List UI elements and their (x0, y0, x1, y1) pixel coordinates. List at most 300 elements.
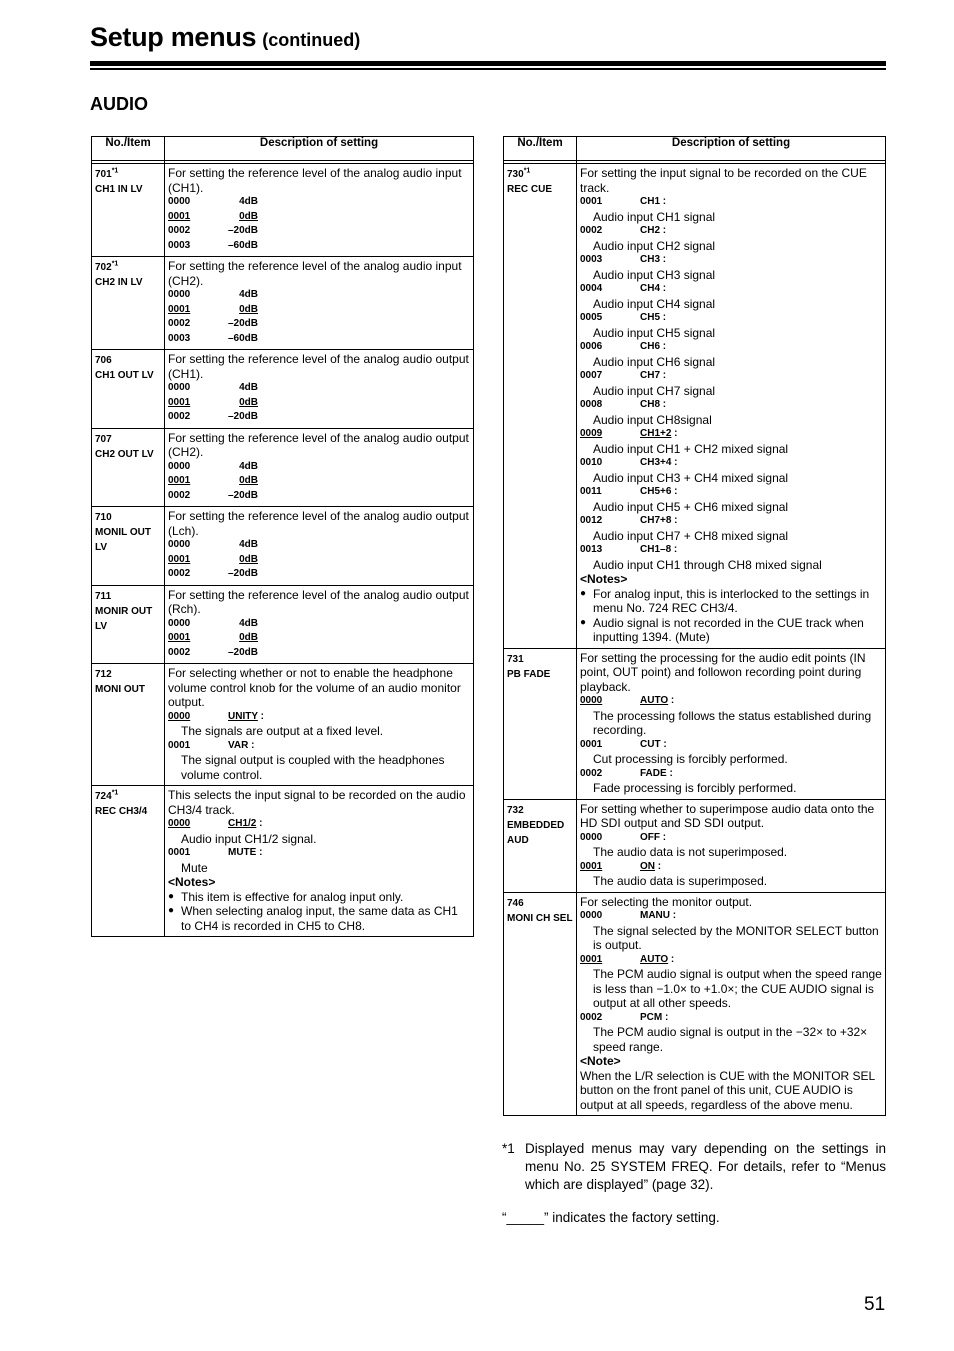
option-colon: : (670, 910, 677, 921)
page-number: 51 (864, 1294, 886, 1315)
option-code: 0002 (168, 646, 191, 658)
option-description: The audio data is superimposed. (593, 874, 768, 888)
note-bullet-item (168, 904, 470, 933)
description-text: For setting whether to superimpose audio data onto the HD SDI output and SD SDI output. (580, 801, 875, 830)
option-code: 0000 (580, 695, 603, 706)
option-code: 0001 (168, 303, 191, 315)
option-value: 4dB (239, 539, 258, 550)
option-colon: : (660, 312, 667, 323)
description-text: When the L/R selection is CUE with the MONITOR SEL button on the front panel of this unit, CUE AUDIO is output at all speeds, regardless of the above menu. (580, 1068, 875, 1112)
option-code: 0002 (580, 767, 603, 779)
setting-option (580, 311, 882, 326)
option-code: 0001 (168, 847, 191, 858)
table-body-left (92, 164, 474, 937)
option-code: 0001 (580, 860, 603, 872)
setting-option (168, 303, 470, 318)
setting-option (580, 860, 882, 875)
footnote (502, 1140, 886, 1194)
setting-option (168, 817, 470, 832)
option-name (640, 282, 666, 297)
bullet-icon: ● (168, 905, 175, 916)
setting-option (168, 460, 470, 475)
option-colon: : (666, 767, 673, 779)
description-cell (577, 164, 886, 649)
item-number: 710 (95, 512, 112, 523)
setting-option (580, 427, 882, 442)
option-description: The PCM audio signal is output when the speed range is less than −1.0× to +1.0×; the CUE AUDIO signal is output at all other speeds. (593, 967, 882, 1010)
option-code: 0008 (580, 399, 603, 410)
item-number: 746 (507, 897, 524, 909)
option-colon: : (668, 953, 675, 965)
setting-option (168, 739, 470, 754)
option-code: 0002 (580, 1011, 603, 1023)
option-value: –20dB (228, 568, 259, 579)
option-description: The signal output is coupled with the headphones volume control. (181, 753, 445, 782)
title-rule-thin (90, 68, 886, 70)
option-description: Audio input CH8signal (593, 412, 712, 427)
bullet-icon: ● (580, 616, 587, 628)
note-bullet-item (580, 587, 882, 616)
option-code: 0001 (580, 953, 603, 965)
table-body-right (504, 164, 886, 1116)
option-value: CH1/2 (228, 818, 257, 829)
description-text: For setting the reference level of the analog audio input (CH1). (168, 166, 462, 195)
description-cell (165, 428, 474, 507)
table-row (504, 648, 886, 799)
option-colon: : (655, 860, 662, 872)
option-value: CH7 (640, 370, 661, 381)
description-cell (577, 892, 886, 1116)
option-code: 0000 (580, 910, 603, 921)
option-code: 0001 (168, 739, 191, 751)
bullet-icon: ● (580, 587, 587, 599)
option-description: The processing follows the status established during recording. (593, 708, 872, 737)
description-text: For selecting whether or not to enable the headphone volume control knob for the volume of an audio monitor output. (168, 666, 461, 709)
option-description: Audio input CH5 + CH6 mixed signal (593, 499, 789, 514)
option-value: CH1–8 (640, 544, 672, 555)
option-code: 0000 (168, 617, 191, 629)
item-cell (92, 350, 165, 429)
option-code: 0013 (580, 544, 603, 555)
setting-option (580, 514, 882, 529)
setting-option (168, 381, 470, 396)
option-value: 4dB (239, 460, 258, 472)
option-value: CH6 (640, 341, 661, 352)
option-value: CH1+2 (640, 428, 672, 439)
option-name (640, 253, 666, 268)
option-value: MANU (640, 910, 670, 921)
audio-menu-table-right (503, 136, 886, 1116)
item-number: 730 (507, 169, 524, 180)
option-code: 0002 (168, 568, 191, 579)
item-name: CH2 IN LV (95, 277, 143, 288)
setting-option (168, 317, 470, 332)
option-name (640, 398, 666, 413)
option-name (640, 767, 673, 782)
option-value: CH3 (640, 254, 661, 265)
option-code: 0007 (580, 370, 603, 381)
note-text: For analog input, this is interlocked to the settings in menu No. 724 REC CH3/4. (593, 586, 870, 615)
item-cell (92, 164, 165, 257)
option-name (228, 739, 254, 754)
setting-option (168, 567, 470, 582)
option-name (640, 427, 678, 442)
item-cell (504, 799, 577, 892)
option-name (640, 909, 676, 924)
item-name: CH2 OUT LV (95, 448, 154, 460)
setting-option (168, 239, 470, 254)
option-code: 0002 (168, 318, 191, 329)
option-colon: : (660, 225, 667, 236)
column-header-description: Description of setting (577, 137, 886, 161)
setting-option (580, 369, 882, 384)
option-colon: : (671, 544, 678, 555)
option-name (640, 1011, 668, 1026)
setting-option (580, 831, 882, 846)
option-description: The signal selected by the MONITOR SELECT button is output. (593, 923, 879, 952)
section-title: AUDIO (90, 94, 148, 114)
description-text: For setting the input signal to be recorded on the CUE track. (580, 166, 867, 195)
option-value: CH4 (640, 283, 661, 294)
option-description: Mute (181, 860, 208, 875)
item-number: 702 (95, 262, 112, 273)
option-code: 0003 (580, 254, 603, 265)
option-value: VAR (228, 739, 249, 751)
description-cell (165, 664, 474, 786)
footnote-mark: *1 (502, 1141, 515, 1156)
table-row (92, 507, 474, 586)
item-cell (92, 507, 165, 586)
footnote-text: Displayed menus may vary depending on the settings in menu No. 25 SYSTEM FREQ. For details, refer to “Menus which are displayed” (page 32). (525, 1141, 886, 1192)
item-name: MONI CH SEL (507, 912, 573, 924)
description-text: For selecting the monitor output. (580, 894, 753, 909)
column-header-description: Description of setting (165, 137, 474, 161)
description-text: For setting the reference level of the analog audio output (CH2). (168, 430, 469, 459)
option-colon: : (660, 399, 667, 410)
option-value: –20dB (228, 318, 259, 329)
item-cell (92, 585, 165, 664)
audio-menu-table-left (91, 136, 474, 937)
option-colon: : (668, 695, 675, 706)
option-value: 4dB (239, 289, 258, 300)
option-value: –20dB (228, 489, 259, 501)
option-code: 0003 (168, 332, 191, 344)
setting-option (168, 210, 470, 225)
option-name (640, 694, 674, 709)
option-value: PCM (640, 1011, 663, 1023)
option-colon: : (256, 847, 263, 858)
option-colon: : (660, 831, 667, 843)
option-name (640, 860, 661, 875)
option-value: 0dB (239, 553, 258, 565)
notes-heading: <Notes> (168, 875, 216, 889)
setting-option (168, 631, 470, 646)
table-row (92, 786, 474, 937)
item-name: CH1 IN LV (95, 184, 143, 195)
item-number: 707 (95, 433, 112, 445)
option-value: CH3+4 (640, 457, 672, 468)
option-code: 0002 (168, 489, 191, 501)
setting-option (168, 410, 470, 425)
option-description: Audio input CH7 signal (593, 383, 716, 398)
option-value: AUTO (640, 953, 669, 965)
option-description: The signals are output at a fixed level. (181, 724, 384, 738)
setting-option (580, 738, 882, 753)
option-value: –60dB (228, 332, 259, 344)
item-cell (504, 892, 577, 1116)
setting-option (168, 396, 470, 411)
item-cell (92, 428, 165, 507)
option-code: 0000 (168, 539, 191, 550)
description-cell (165, 786, 474, 937)
table-row (504, 892, 886, 1116)
option-value: –20dB (228, 225, 259, 236)
item-cell (92, 257, 165, 350)
option-colon: : (660, 196, 667, 207)
option-code: 0001 (168, 632, 191, 643)
option-description: Audio input CH3 signal (593, 267, 716, 282)
option-value: CH7+8 (640, 515, 672, 526)
option-description: The audio data is not superimposed. (593, 845, 788, 859)
option-code: 0001 (580, 196, 603, 207)
option-value: OFF (640, 831, 660, 843)
option-code: 0004 (580, 283, 603, 294)
option-code: 0009 (580, 428, 603, 439)
option-name (228, 817, 262, 832)
item-name: REC CH3/4 (95, 806, 148, 817)
option-value: 0dB (239, 396, 258, 408)
notes-heading: <Note> (580, 1054, 621, 1068)
setting-option (580, 1011, 882, 1026)
table-row (92, 350, 474, 429)
table-row (92, 585, 474, 664)
option-colon: : (671, 457, 678, 468)
note-bullet-item (168, 890, 470, 905)
item-number: 731 (507, 653, 524, 665)
option-colon: : (671, 515, 678, 526)
option-value: CH5 (640, 312, 661, 323)
setting-option (580, 485, 882, 500)
option-name (640, 311, 666, 326)
option-name (640, 953, 674, 968)
option-code: 0000 (168, 289, 191, 300)
option-value: 0dB (239, 475, 258, 486)
setting-option (168, 846, 470, 861)
option-value: 4dB (239, 617, 258, 629)
option-description: Audio input CH1 signal (593, 209, 716, 224)
footnote-ref: *1 (111, 167, 119, 175)
option-name (640, 195, 666, 210)
description-text: For setting the reference level of the analog audio input (CH2). (168, 259, 462, 288)
setting-option (168, 553, 470, 568)
setting-option (168, 224, 470, 239)
table-row (92, 164, 474, 257)
option-code: 0001 (168, 396, 191, 408)
option-description: The PCM audio signal is output in the −32× to +32× speed range. (593, 1025, 868, 1054)
item-cell (92, 786, 165, 937)
option-colon: : (248, 739, 255, 751)
setting-option (580, 195, 882, 210)
option-value: UNITY (228, 710, 258, 722)
option-value: 4dB (239, 196, 258, 207)
item-name: PB FADE (507, 668, 551, 680)
setting-option (168, 288, 470, 303)
option-value: 0dB (239, 632, 258, 643)
setting-option (168, 489, 470, 504)
option-value: –20dB (228, 411, 259, 422)
option-value: AUTO (640, 695, 669, 706)
footnote-ref: *1 (523, 167, 531, 175)
description-cell (165, 585, 474, 664)
option-value: CUT (640, 738, 661, 750)
option-code: 0000 (168, 196, 191, 207)
description-cell (577, 799, 886, 892)
note-text: When selecting analog input, the same data as CH1 to CH4 is recorded in CH5 to CH8. (181, 904, 458, 933)
setting-option (168, 538, 470, 553)
option-code: 0000 (168, 710, 191, 722)
option-colon: : (660, 738, 667, 750)
option-code: 0000 (168, 382, 191, 393)
table-row (92, 257, 474, 350)
column-header-item: No./Item (504, 137, 577, 161)
option-name (228, 846, 262, 861)
item-number: 732 (507, 804, 524, 816)
option-value: 4dB (239, 382, 258, 393)
table-row (504, 799, 886, 892)
note-bullet-item (580, 616, 882, 645)
option-code: 0010 (580, 457, 603, 468)
option-description: Audio input CH5 signal (593, 325, 716, 340)
setting-option (168, 646, 470, 661)
table-row (504, 164, 886, 649)
note-text: Audio signal is not recorded in the CUE track when inputting 1394. (Mute) (593, 615, 864, 644)
factory-setting-note: “_____” indicates the factory setting. (502, 1210, 720, 1225)
option-description: Audio input CH6 signal (593, 354, 716, 369)
setting-option (580, 398, 882, 413)
description-text: For setting the reference level of the analog audio output (Rch). (168, 587, 469, 616)
description-text: For setting the reference level of the analog audio output (CH1). (168, 352, 469, 381)
option-code: 0006 (580, 341, 603, 352)
item-name: MONIR OUT LV (95, 605, 153, 632)
option-colon: : (660, 370, 667, 381)
option-colon: : (660, 254, 667, 265)
option-description: Audio input CH7 + CH8 mixed signal (593, 528, 789, 543)
item-name: MONI OUT (95, 684, 145, 695)
bullet-icon: ● (168, 890, 175, 902)
item-number: 724 (95, 791, 112, 802)
table-row (92, 428, 474, 507)
option-name (640, 224, 666, 239)
description-text: For setting the processing for the audio edit points (IN point, OUT point) and followon recording point during playback. (580, 650, 866, 694)
setting-option (168, 617, 470, 632)
item-number: 701 (95, 169, 112, 180)
description-text: For setting the reference level of the analog audio output (Lch). (168, 509, 469, 538)
option-colon: : (257, 710, 264, 722)
page-title-main: Setup menus (90, 22, 257, 52)
option-name (640, 340, 666, 355)
description-cell (165, 507, 474, 586)
option-colon: : (256, 818, 263, 829)
item-name: EMBEDDED AUD (507, 819, 565, 846)
page-title-continued: (continued) (262, 30, 361, 50)
option-colon: : (660, 283, 667, 294)
option-description: Audio input CH1 + CH2 mixed signal (593, 441, 789, 456)
option-value: CH8 (640, 399, 661, 410)
setting-option (580, 767, 882, 782)
option-code: 0005 (580, 312, 603, 323)
option-value: CH2 (640, 225, 661, 236)
option-code: 0001 (168, 210, 191, 222)
item-cell (92, 664, 165, 786)
setting-option (580, 224, 882, 239)
option-description: Audio input CH1/2 signal. (181, 831, 317, 846)
option-name (640, 369, 666, 384)
option-value: MUTE (228, 847, 257, 858)
option-code: 0001 (168, 553, 191, 565)
setting-option (580, 543, 882, 558)
setting-option (580, 456, 882, 471)
option-code: 0011 (580, 486, 602, 497)
option-colon: : (671, 486, 678, 497)
option-colon: : (662, 1011, 669, 1023)
footnote-ref: *1 (111, 260, 119, 268)
option-value: CH1 (640, 196, 661, 207)
option-description: Audio input CH3 + CH4 mixed signal (593, 470, 789, 485)
table-row (92, 664, 474, 786)
option-code: 0000 (580, 831, 603, 843)
setting-option (580, 953, 882, 968)
description-cell (165, 164, 474, 257)
option-name (640, 514, 678, 529)
option-description: Cut processing is forcibly performed. (593, 752, 788, 766)
option-colon: : (671, 428, 678, 439)
option-description: Audio input CH1 through CH8 mixed signal (593, 557, 822, 572)
option-colon: : (660, 341, 667, 352)
option-name (228, 710, 264, 725)
option-name (640, 485, 678, 500)
item-cell (504, 164, 577, 649)
item-number: 706 (95, 355, 112, 366)
setting-option (580, 340, 882, 355)
title-rule (90, 61, 886, 66)
setting-option (168, 474, 470, 489)
item-name: CH1 OUT LV (95, 370, 154, 381)
item-cell (504, 648, 577, 799)
option-name (640, 738, 667, 753)
option-name (640, 831, 666, 846)
option-value: 0dB (239, 303, 258, 315)
option-description: Audio input CH4 signal (593, 296, 716, 311)
setting-option (168, 332, 470, 347)
option-code: 0012 (580, 515, 603, 526)
option-value: FADE (640, 767, 667, 779)
description-cell (165, 350, 474, 429)
option-name (640, 456, 678, 471)
description-cell (165, 257, 474, 350)
option-value: –20dB (228, 646, 259, 658)
option-code: 0002 (580, 225, 603, 236)
option-value: CH5+6 (640, 486, 672, 497)
setting-option (580, 694, 882, 709)
setting-option (168, 710, 470, 725)
option-description: Fade processing is forcibly performed. (593, 781, 797, 795)
column-header-item: No./Item (92, 137, 165, 161)
item-number: 712 (95, 669, 112, 680)
description-text: This selects the input signal to be recorded on the audio CH3/4 track. (168, 788, 466, 817)
setting-option (168, 195, 470, 210)
option-description: Audio input CH2 signal (593, 238, 716, 253)
item-name: REC CUE (507, 184, 553, 195)
